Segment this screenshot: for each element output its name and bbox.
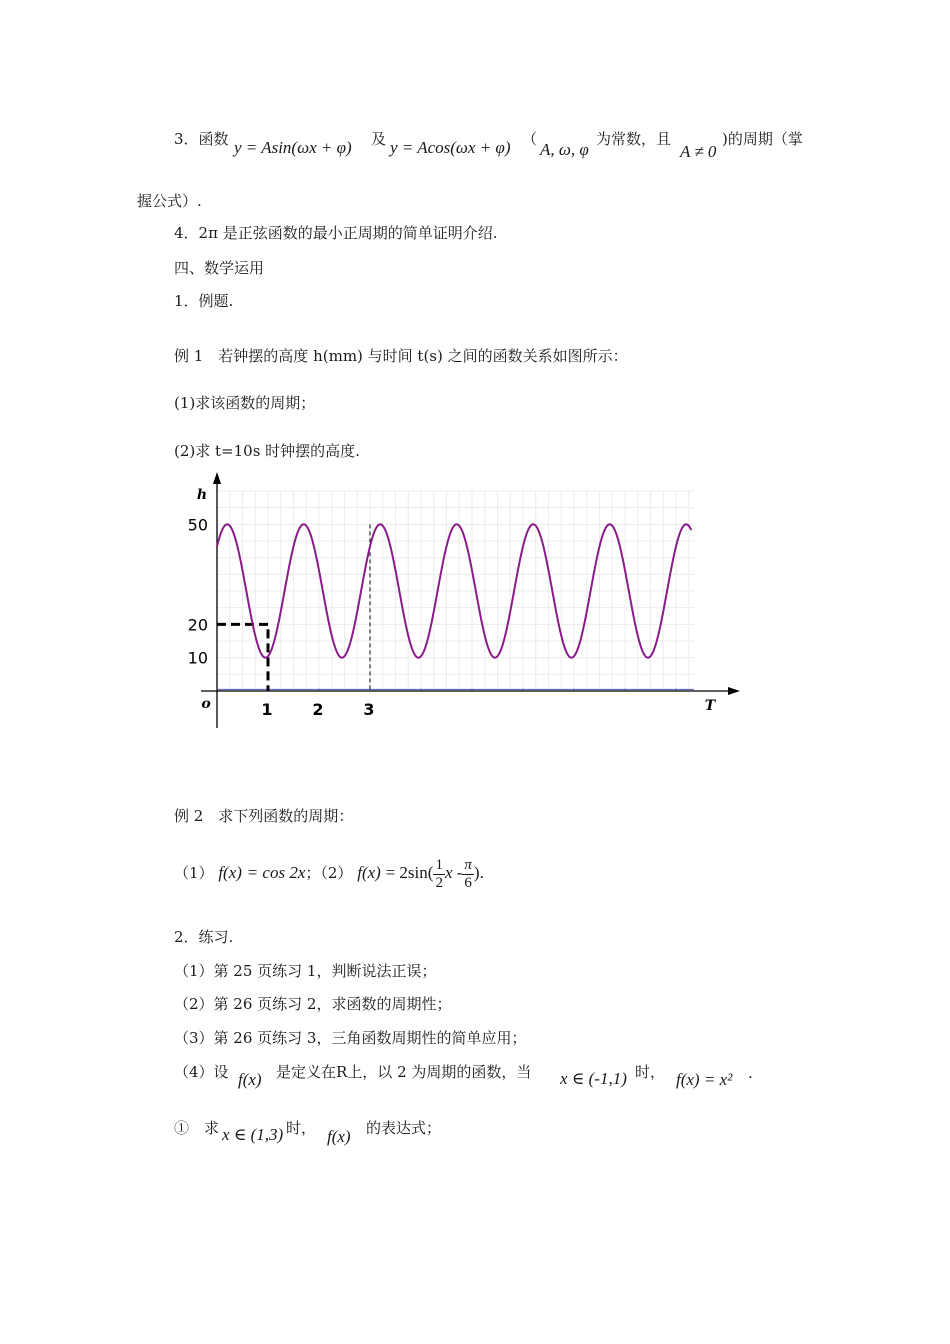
x-tick-label: 1 xyxy=(261,700,273,719)
condition: A ≠ 0 xyxy=(680,142,717,161)
sub1-b: 时， xyxy=(286,1119,317,1137)
problem2-rhs-a: = 2sin( xyxy=(385,863,434,882)
practice-4-a: （4）设 xyxy=(174,1063,229,1081)
practice-4-dot: . xyxy=(748,1064,753,1082)
and-text: 及 xyxy=(371,130,387,148)
y-axis-arrow xyxy=(213,472,221,484)
fraction-half-den: 2 xyxy=(435,874,443,891)
practice-2: （2）第 26 页练习 2，求函数的周期性； xyxy=(174,995,452,1013)
axes xyxy=(201,472,740,728)
x-axis-arrow xyxy=(728,687,740,695)
origin-label: o xyxy=(201,696,211,712)
x-tick-mark xyxy=(522,689,524,691)
fraction-six-den: 6 xyxy=(464,874,472,891)
y-tick-label: 50 xyxy=(187,515,208,535)
constants: A, ω, φ xyxy=(540,140,589,159)
x-axis-label: T xyxy=(704,698,716,714)
problem-separator: ；（2） xyxy=(305,864,353,882)
practice-4-b: 是定义在R上，以 2 为周期的函数，当 xyxy=(276,1063,532,1081)
sub1-a: ① 求 xyxy=(174,1119,220,1137)
examples-heading: 1．例题. xyxy=(174,292,234,310)
practice-3: （3）第 26 页练习 3，三角函数周期性的简单应用； xyxy=(174,1029,527,1047)
practice-4-c: 时， xyxy=(635,1063,666,1081)
item3-suffix: )的周期（掌 xyxy=(722,130,803,148)
example1-intro: 例 1 若钟摆的高度 h(mm) 与时间 t(s) 之间的函数关系如图所示： xyxy=(174,347,628,365)
practice-4-fx: f(x) xyxy=(238,1070,262,1089)
x-tick-mark xyxy=(471,689,473,691)
grid xyxy=(217,491,694,691)
item3-line2: 握公式）. xyxy=(137,192,202,210)
sub1-c: 的表达式； xyxy=(366,1119,442,1137)
y-tick-label: 20 xyxy=(187,615,208,635)
problem2-end: ). xyxy=(473,863,484,882)
practice-4-eq: f(x) = x² xyxy=(676,1070,733,1089)
x-tick-mark xyxy=(318,689,320,691)
x-tick-mark xyxy=(675,689,677,691)
x-tick-label: 2 xyxy=(312,700,324,719)
constants-text: 为常数，且 xyxy=(596,130,672,148)
item4: 4．2π 是正弦函数的最小正周期的简单证明介绍. xyxy=(174,224,498,242)
example1-q2: (2)求 t=10s 时钟摆的高度. xyxy=(174,442,360,460)
sub1-fx: f(x) xyxy=(327,1127,351,1146)
y-tick-label: 10 xyxy=(187,648,208,668)
formula-sin: y = Asin(ωx + φ) xyxy=(234,138,352,157)
x-tick-mark xyxy=(573,689,575,691)
item3-number: 3．函数 xyxy=(174,130,229,148)
problem1-lhs: f(x) xyxy=(218,863,242,882)
practice-4-range: x ∈ (-1,1) xyxy=(560,1069,627,1088)
example1-q1: (1)求该函数的周期； xyxy=(174,394,316,412)
fraction-half xyxy=(433,857,445,892)
problem2-lhs: f(x) xyxy=(357,863,381,882)
pendulum-graph xyxy=(180,468,750,738)
problem1-rhs: = cos 2x xyxy=(246,863,306,882)
sub1-range: x ∈ (1,3) xyxy=(222,1125,284,1144)
example2-problems xyxy=(174,856,484,892)
fraction-pi-num: π xyxy=(464,856,472,873)
example2-intro: 例 2 求下列函数的周期： xyxy=(174,807,354,825)
x-tick-mark xyxy=(420,689,422,691)
item3-line1 xyxy=(174,128,229,149)
formula-cos: y = Acos(ωx + φ) xyxy=(390,138,511,157)
problem2-x: x - xyxy=(444,863,463,882)
y-axis-label: h xyxy=(196,487,208,503)
section-heading: 四、数学运用 xyxy=(174,259,265,277)
paren-open: （ xyxy=(522,130,538,148)
x-tick-mark xyxy=(624,689,626,691)
x-tick-label: 3 xyxy=(363,700,375,719)
fraction-half-num: 1 xyxy=(435,856,443,873)
practice-heading: 2．练习. xyxy=(174,928,234,946)
fraction-pi-six xyxy=(462,857,474,892)
problem1-label: （1） xyxy=(174,864,214,882)
practice-1: （1）第 25 页练习 1，判断说法正误； xyxy=(174,962,437,980)
